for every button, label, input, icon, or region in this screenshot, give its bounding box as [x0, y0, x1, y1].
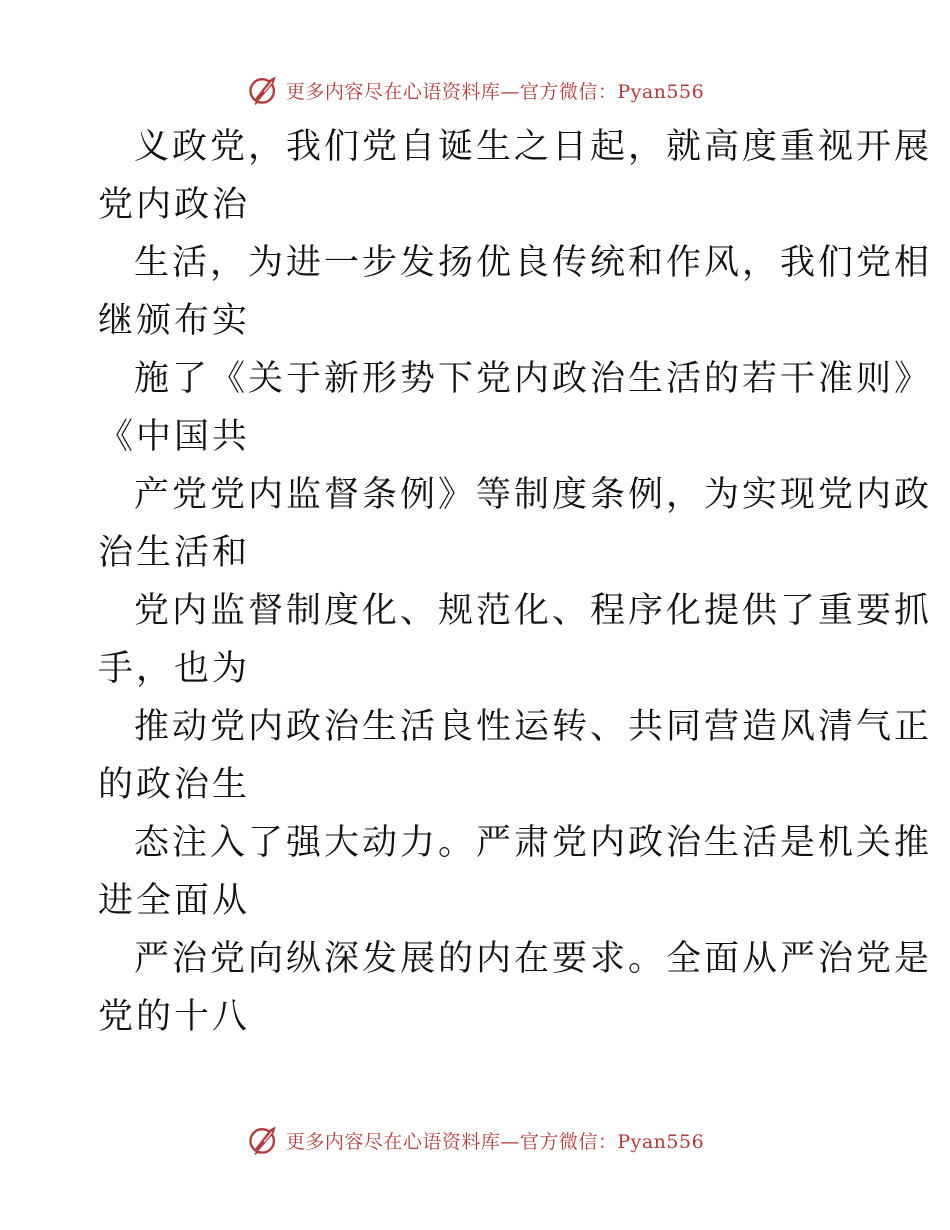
body-line: 的政治生	[98, 765, 251, 805]
header-watermark-text: 更多内容尽在心语资料库—官方微信：Pyan556	[285, 80, 705, 103]
body-line: 义政党，我们党自诞生之日起，就高度重视开展	[134, 127, 933, 167]
body-line: 推动党内政治生活良性运转、共同营造风清气正	[134, 707, 933, 747]
footer-watermark	[0, 1118, 950, 1162]
quill-pen-logo-icon	[246, 72, 282, 108]
document-body	[98, 118, 933, 1046]
footer-watermark-text: 更多内容尽在心语资料库—官方微信：Pyan556	[285, 1130, 705, 1153]
body-line: 党内政治	[98, 185, 251, 225]
quill-pen-logo-icon	[246, 1122, 282, 1158]
body-line: 继颁布实	[98, 301, 251, 341]
body-line: 态注入了强大动力。严肃党内政治生活是机关推	[134, 823, 933, 863]
body-line: 《中国共	[98, 417, 251, 457]
body-line: 党内监督制度化、规范化、程序化提供了重要抓	[134, 591, 933, 631]
body-line: 产党党内监督条例》等制度条例，为实现党内政	[134, 475, 933, 515]
body-line: 施了《关于新形势下党内政治生活的若干准则》	[134, 359, 933, 399]
body-line: 生活，为进一步发扬优良传统和作风，我们党相	[134, 243, 933, 283]
body-line: 手，也为	[98, 649, 251, 689]
body-line: 治生活和	[98, 533, 251, 573]
header-watermark	[0, 68, 950, 112]
body-line: 严治党向纵深发展的内在要求。全面从严治党是	[134, 939, 933, 979]
body-line: 进全面从	[98, 881, 251, 921]
body-line: 党的十八	[98, 997, 251, 1037]
